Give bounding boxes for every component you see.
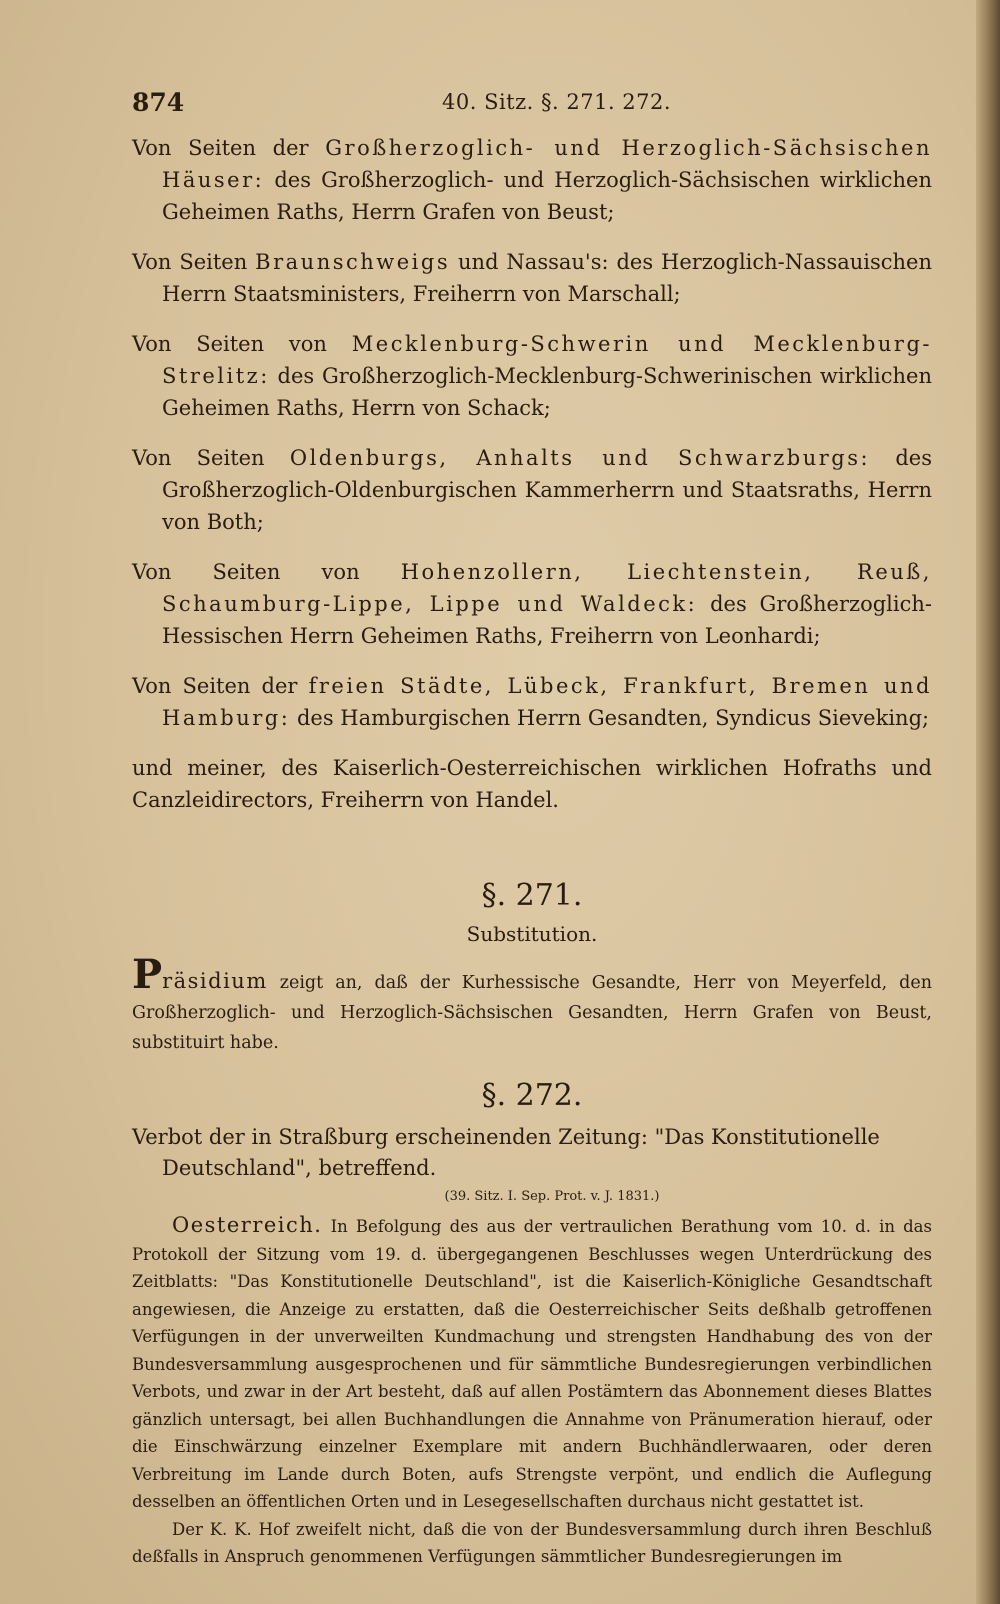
section-272-heading: Verbot der in Straßburg erscheinenden Zeitung: "Das Konstitutionelle Deutschland", betreffend. <box>132 1125 880 1180</box>
page-number: 874 <box>132 88 185 117</box>
page-header <box>132 88 912 124</box>
entry-states: Großherzoglich- und Herzoglich-Sächsischen Häuser: <box>162 136 933 192</box>
section-272-number: §. 272. <box>481 1078 583 1113</box>
entry-envoy: des Großherzoglich-Hessischen Herrn Geheimen Raths, Freiherrn von Leonhardi; <box>162 592 932 648</box>
delegation-entry <box>132 246 932 310</box>
page-body <box>132 132 932 1571</box>
section-272-body: In Befolgung des aus der vertraulichen Berathung vom 10. d. in das Protokoll der Sitzung vom 19. d. übergegangenen Beschlusses wegen Unterdrückung des Zeitblatts: "Das Konstitutionelle Deutschland", ist die Kaiserlich-Königliche Gesandtschaft angewiesen, die Anzeige zu erstatten, daß die Oesterreichischer Seits deßhalb getroffenen Verfügungen in der unverweilten Kundmachung und strengsten Handhabung des von der Bundesversammlung ausgesprochenen und für sämmtliche Bundesregierungen verbindlichen Verbots, und zwar in der Art besteht, daß auf allen Postämtern das Abonnement dieses Blattes gänzlich untersagt, bei allen Buchhandlungen die Annahme von Pränumeration hierauf, oder die Einschwärzung einzelner Exemplare mit andern Buchhändlerwaaren, oder deren Verbreitung im Lande durch Boten, aufs Strengste verpönt, und endlich die Auflegung desselben an öffentlichen Orten und in Lesegesellschaften durchaus nicht gestattet ist. <box>132 1217 932 1511</box>
entry-states: Oldenburgs, Anhalts und Schwarzburgs: <box>289 446 871 470</box>
section-272-lead: Oesterreich. <box>172 1213 323 1237</box>
entry-lead: Von Seiten <box>132 250 248 274</box>
entry-lead: Von Seiten der <box>132 136 309 160</box>
entry-envoy: des Großherzoglich-Oldenburgischen Kammerherrn und Staatsraths, Herrn von Both; <box>162 446 932 534</box>
entry-lead: Von Seiten der <box>132 674 298 698</box>
section-272-paragraph-2: Der K. K. Hof zweifelt nicht, daß die von der Bundesversammlung durch ihren Beschluß deßfalls in Anspruch genommenen Verfügungen sämmtlicher Bundesregierungen im <box>132 1519 932 1566</box>
section-271-body: zeigt an, daß der Kurhessische Gesandte, Herr von Meyerfeld, den Großherzoglich- und Herzoglich-Sächsischen Gesandten, Herrn Grafen von Beust, substituirt habe. <box>132 973 932 1053</box>
protocol-citation: (39. Sitz. I. Sep. Prot. v. J. 1831.) <box>444 1189 660 1204</box>
entry-envoy: des Hamburgischen Herrn Gesandten, Syndicus Sieveking; <box>290 706 930 730</box>
entry-envoy: und Nassau's: des Herzoglich-Nassauischen Herrn Staatsministers, Freiherrn von Marschall; <box>162 250 932 306</box>
page-edge-shadow <box>976 0 1000 1604</box>
delegation-entry <box>132 556 932 652</box>
section-272-paragraph <box>132 1212 932 1516</box>
section-271-lead: räsidium <box>162 969 268 993</box>
entry-lead: Von Seiten von <box>132 560 360 584</box>
drop-initial: P <box>132 951 163 998</box>
delegation-entry <box>132 328 932 424</box>
section-271-title: Substitution. <box>466 922 598 946</box>
entry-lead: Von Seiten <box>132 446 265 470</box>
delegation-entry <box>132 442 932 538</box>
running-head: 40. Sitz. §. 271. 272. <box>442 90 672 114</box>
entry-states: freien Städte, Lübeck, Frankfurt, Bremen und Hamburg: <box>162 674 932 730</box>
entry-states: Braunschweigs <box>255 250 451 274</box>
entry-states: Mecklenburg-Schwerin und Mecklenburg-Strelitz: <box>162 332 932 388</box>
entry-envoy: des Großherzoglich-Mecklenburg-Schwerinischen wirklichen Geheimen Raths, Herrn von Schack; <box>162 364 932 420</box>
section-271-text <box>132 951 932 1058</box>
entry-envoy: des Großherzoglich- und Herzoglich-Sächsischen wirklichen Geheimen Raths, Herrn Grafen von Beust; <box>162 168 932 224</box>
entry-states: Hohenzollern, Liechtenstein, Reuß, Schaumburg-Lippe, Lippe und Waldeck: <box>162 560 932 616</box>
delegation-entry <box>132 670 932 734</box>
closing-entry: und meiner, des Kaiserlich-Oesterreichischen wirklichen Hofraths und Canzleidirectors, Freiherrn von Handel. <box>132 756 932 812</box>
entry-lead: Von Seiten von <box>132 332 327 356</box>
section-271-number: §. 271. <box>481 878 583 913</box>
delegation-entry <box>132 132 932 228</box>
